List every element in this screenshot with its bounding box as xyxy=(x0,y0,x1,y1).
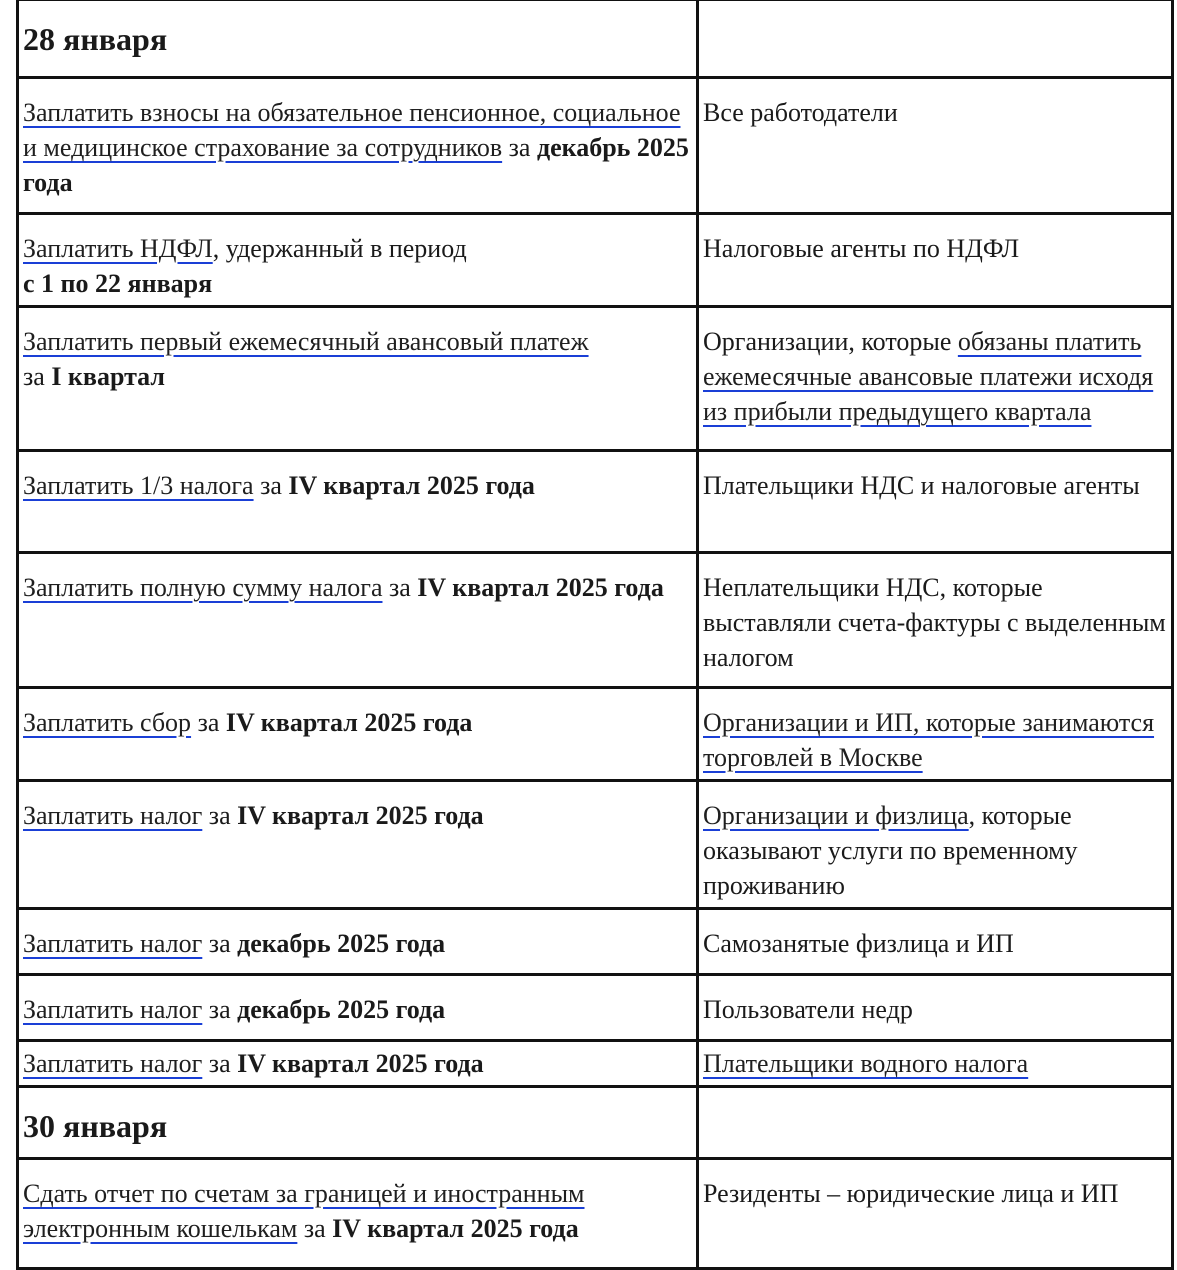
task-cell xyxy=(18,451,698,553)
empty-cell xyxy=(698,0,1173,78)
task-period: IV квартал 2025 года xyxy=(237,801,484,830)
table-row xyxy=(18,909,1173,975)
who-cell: Пользователи недр xyxy=(698,975,1173,1041)
task-connector: за xyxy=(502,133,537,162)
who-cell xyxy=(698,1041,1173,1087)
who-text: , которые оказывают услуги по временному проживанию xyxy=(703,801,1078,900)
task-period: IV квартал 2025 года xyxy=(417,573,664,602)
task-cell xyxy=(18,214,698,307)
date-cell: 28 января xyxy=(18,0,698,78)
table-row xyxy=(18,553,1173,688)
task-connector: за xyxy=(202,1049,238,1078)
task-period: IV квартал 2025 года xyxy=(332,1214,579,1243)
who-link[interactable]: Организации и ИП, которые занимаются торговлей в Москве xyxy=(703,708,1155,772)
task-cell xyxy=(18,78,698,214)
task-link[interactable]: Заплатить налог xyxy=(23,995,203,1024)
task-cell xyxy=(18,307,698,451)
task-connector: за xyxy=(23,362,45,391)
who-cell: Налоговые агенты по НДФЛ xyxy=(698,214,1173,307)
task-connector: за xyxy=(202,929,238,958)
task-link[interactable]: Заплатить налог xyxy=(23,801,203,830)
task-cell xyxy=(18,909,698,975)
task-period: декабрь 2025 года xyxy=(237,995,446,1024)
who-link[interactable]: Плательщики водного налога xyxy=(703,1049,1029,1078)
task-period: с 1 по 22 января xyxy=(23,269,213,298)
task-cell xyxy=(18,1041,698,1087)
task-link[interactable]: Заплатить 1/3 налога xyxy=(23,471,254,500)
table-row xyxy=(18,214,1173,307)
table-row xyxy=(18,78,1173,214)
who-link[interactable]: обязаны платить ежемесячные авансовые платежи исходя из прибыли предыдущего квартала xyxy=(703,327,1154,426)
task-link[interactable]: Заплатить сбор xyxy=(23,708,192,737)
table-row xyxy=(18,1159,1173,1269)
task-connector: за xyxy=(191,708,226,737)
task-connector: за xyxy=(297,1214,333,1243)
table-row xyxy=(18,781,1173,909)
task-period: декабрь 2025 года xyxy=(237,929,446,958)
task-link[interactable]: Заплатить полную сумму налога xyxy=(23,573,383,602)
empty-cell xyxy=(698,1087,1173,1159)
task-connector: за xyxy=(382,573,418,602)
task-cell xyxy=(18,688,698,781)
who-cell xyxy=(698,688,1173,781)
task-link[interactable]: Заплатить взносы на обязательное пенсионное, социальное и медицинское страхование за сотрудников xyxy=(23,98,681,162)
who-text: Организации, которые xyxy=(703,327,958,356)
task-connector: , удержанный в период xyxy=(212,234,467,263)
task-link[interactable]: Заплатить НДФЛ xyxy=(23,234,213,263)
table-row xyxy=(18,975,1173,1041)
task-link[interactable]: Заплатить первый ежемесячный авансовый платеж xyxy=(23,327,589,356)
task-cell xyxy=(18,781,698,909)
table-row xyxy=(18,688,1173,781)
who-cell: Неплательщики НДС, которые выставляли счета-фактуры с выделенным налогом xyxy=(698,553,1173,688)
who-cell: Резиденты – юридические лица и ИП xyxy=(698,1159,1173,1269)
who-cell: Плательщики НДС и налоговые агенты xyxy=(698,451,1173,553)
who-cell xyxy=(698,307,1173,451)
date-cell: 30 января xyxy=(18,1087,698,1159)
task-period: декабрь 2025 года xyxy=(23,133,689,197)
table-row xyxy=(18,451,1173,553)
task-period: IV квартал 2025 года xyxy=(237,1049,484,1078)
date-row xyxy=(18,1087,1173,1159)
task-cell xyxy=(18,1159,698,1269)
task-link[interactable]: Сдать отчет по счетам за границей и иностранным электронным кошелькам xyxy=(23,1179,585,1243)
tax-calendar-table xyxy=(16,0,1174,1270)
task-period: IV квартал 2025 года xyxy=(288,471,535,500)
task-connector: за xyxy=(202,801,238,830)
table-row xyxy=(18,1041,1173,1087)
who-cell: Самозанятые физлица и ИП xyxy=(698,909,1173,975)
who-cell: Все работодатели xyxy=(698,78,1173,214)
task-link[interactable]: Заплатить налог xyxy=(23,1049,203,1078)
task-cell xyxy=(18,553,698,688)
task-period: IV квартал 2025 года xyxy=(225,708,473,737)
who-link[interactable]: Организации и физлица xyxy=(703,801,969,830)
task-connector: за xyxy=(253,471,289,500)
task-link[interactable]: Заплатить налог xyxy=(23,929,203,958)
task-period: I квартал xyxy=(51,362,165,391)
table-row xyxy=(18,307,1173,451)
task-connector: за xyxy=(202,995,238,1024)
task-cell xyxy=(18,975,698,1041)
date-row xyxy=(18,0,1173,78)
who-cell xyxy=(698,781,1173,909)
